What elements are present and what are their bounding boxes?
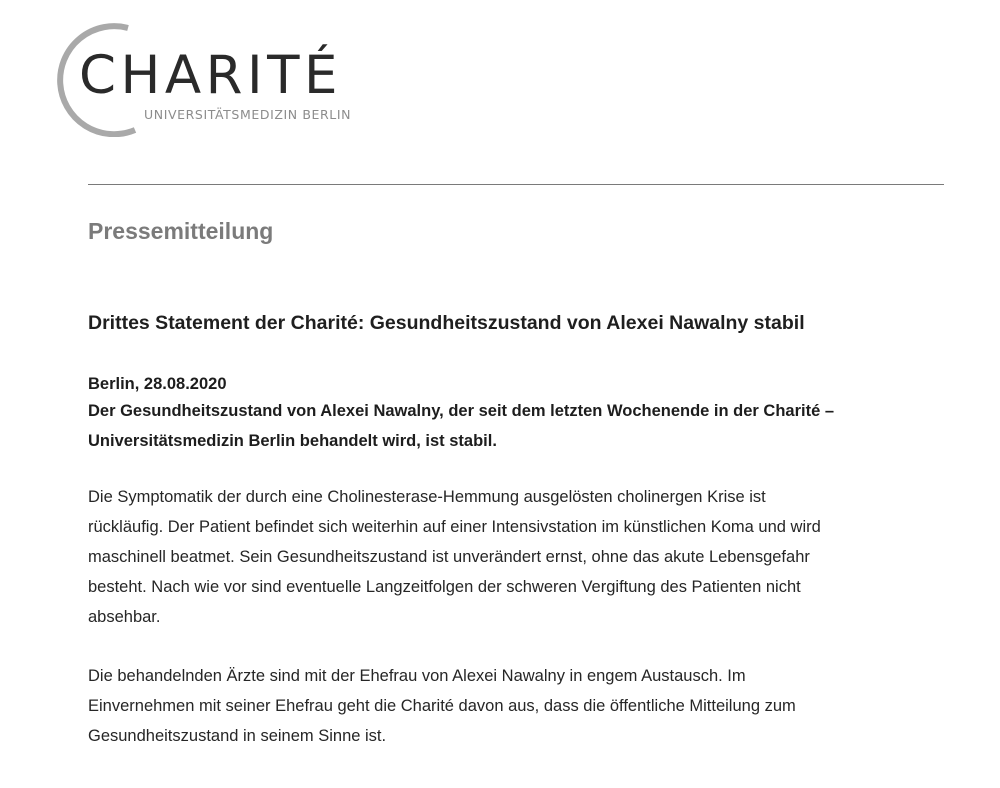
paragraph-line: Die Symptomatik der durch eine Cholinesterase-Hemmung ausgelösten cholinergen Krise ist	[88, 488, 766, 506]
paragraph-line: Die behandelnden Ärzte sind mit der Ehefrau von Alexei Nawalny in engem Austausch. Im	[88, 667, 746, 685]
logo-subtitle: UNIVERSITÄTSMEDIZIN BERLIN	[144, 107, 352, 122]
document-type-label: Pressemitteilung	[88, 218, 274, 244]
lead-line: Universitätsmedizin Berlin behandelt wird, ist stabil.	[88, 432, 497, 450]
paragraph-line: Gesundheitszustand in seinem Sinne ist.	[88, 727, 387, 745]
lead-line: Der Gesundheitszustand von Alexei Nawalny, der seit dem letzten Wochenende in der Charité –	[88, 402, 835, 420]
logo-wordmark: CHARITÉ	[79, 45, 342, 106]
paragraph-line: maschinell beatmet. Sein Gesundheitszustand ist unverändert ernst, ohne das akute Lebensgefahr	[88, 548, 810, 566]
lead-paragraph	[88, 396, 958, 456]
paragraph-line: absehbar.	[88, 608, 161, 626]
paragraph-line: rückläufig. Der Patient befindet sich weiterhin auf einer Intensivstation im künstlichen Koma und wird	[88, 518, 821, 536]
paragraph-line: Einvernehmen mit seiner Ehefrau geht die Charité davon aus, dass die öffentliche Mitteilung zum	[88, 697, 796, 715]
body-paragraph-symptoms	[88, 482, 958, 632]
body-paragraph-family	[88, 661, 958, 751]
paragraph-line: besteht. Nach wie vor sind eventuelle Langzeitfolgen der schweren Vergiftung des Patienten nicht	[88, 578, 801, 596]
charite-logo	[40, 22, 370, 137]
header-divider	[88, 184, 944, 185]
press-release-headline: Drittes Statement der Charité: Gesundheitszustand von Alexei Nawalny stabil	[88, 312, 805, 334]
dateline: Berlin, 28.08.2020	[88, 375, 227, 393]
